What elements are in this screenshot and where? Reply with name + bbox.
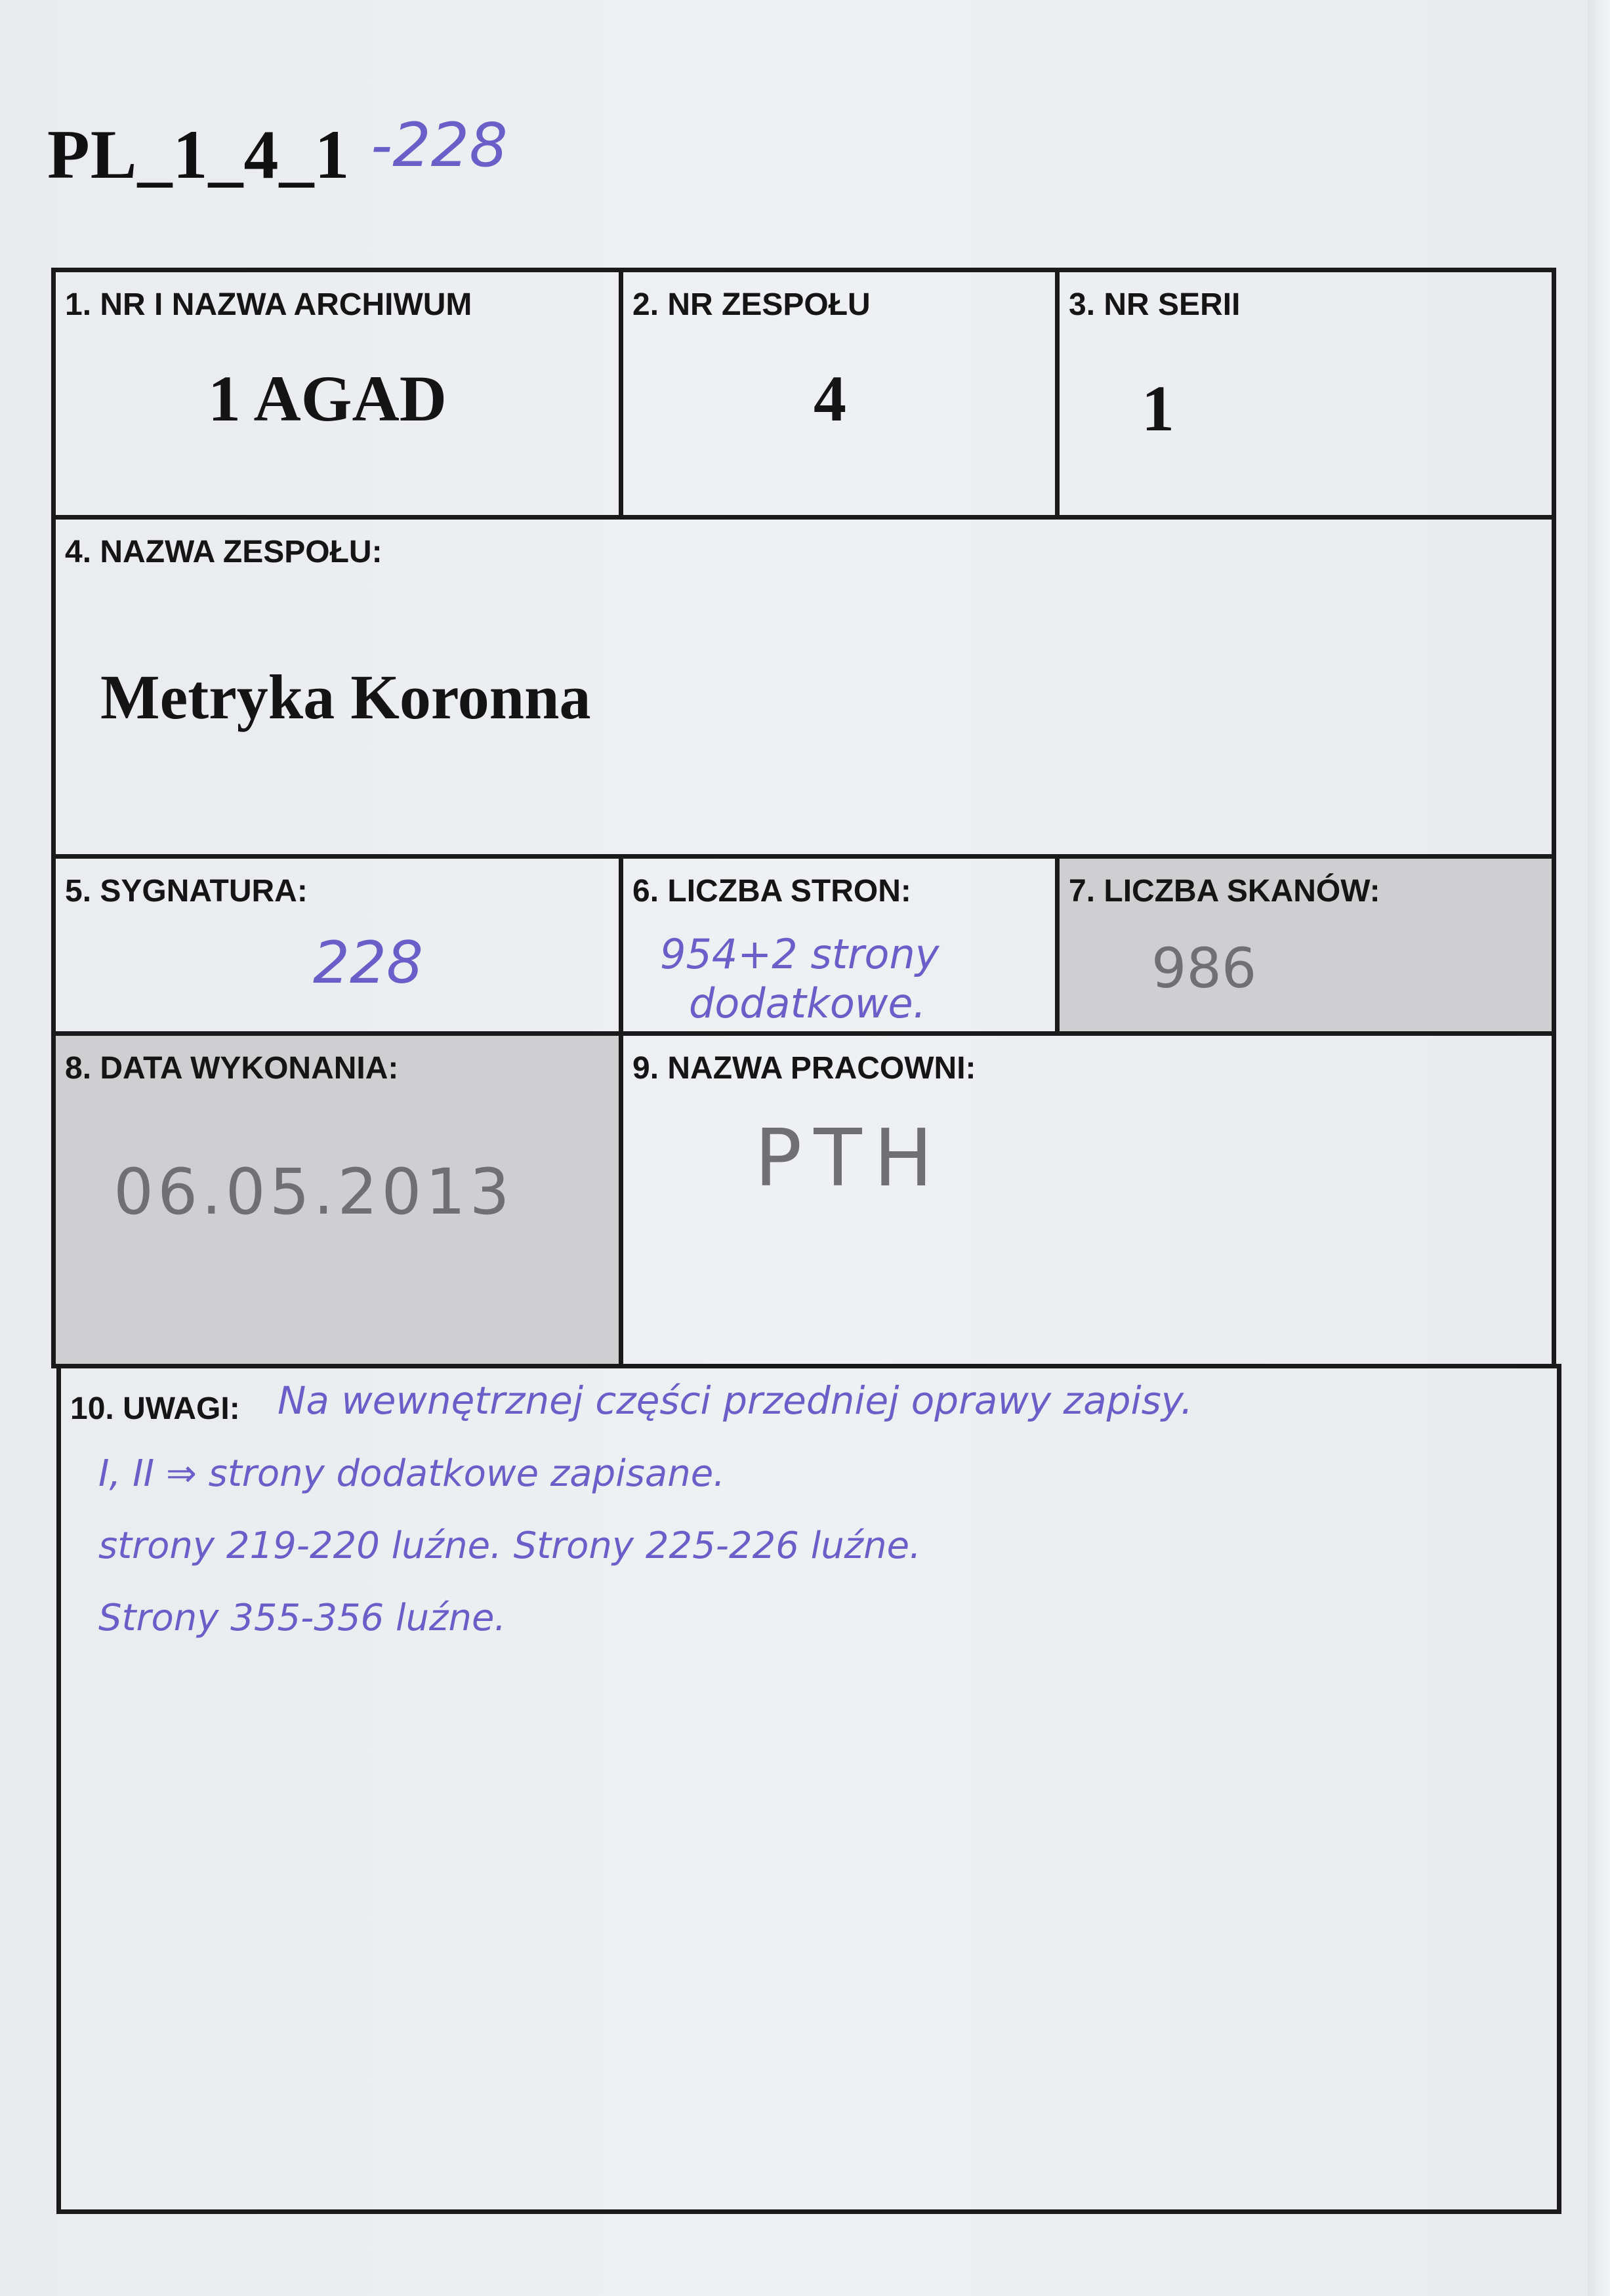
page-edge [1588, 0, 1610, 2296]
page-count-value-line1: 954+2 strony [660, 930, 939, 978]
fond-name-value: Metryka Koronna [100, 662, 591, 732]
scan-count-label: 7. LICZBA SKANÓW: [1069, 874, 1380, 909]
page-count-label: 6. LICZBA STRON: [632, 874, 911, 909]
archive-label: 1. NR I NAZWA ARCHIWUM [65, 287, 472, 322]
signature-label: 5. SYGNATURA: [65, 874, 308, 909]
document-id-handwritten: -228 [371, 110, 508, 180]
notes-text [98, 1438, 1476, 1654]
archive-value: 1 AGAD [208, 362, 447, 435]
studio-field [619, 1031, 1556, 1368]
fond-name-field [51, 515, 1556, 859]
notes-line-1: Na wewnętrznej części przedniej oprawy zapisy. [278, 1378, 1193, 1423]
series-number-value: 1 [1142, 372, 1174, 445]
document-id: PL_1_4_1 [47, 116, 350, 193]
notes-line-3: strony 219-220 luźne. Strony 225-226 luźne. [98, 1525, 921, 1567]
page-count-value-line2: dodatkowe. [689, 979, 926, 1027]
series-number-label: 3. NR SERII [1069, 287, 1241, 322]
signature-field [51, 854, 623, 1036]
series-number-field [1055, 268, 1556, 520]
fond-number-field [619, 268, 1060, 520]
signature-value: 228 [313, 929, 423, 996]
fond-number-value: 4 [814, 362, 846, 435]
page-count-field [619, 854, 1060, 1036]
studio-label: 9. NAZWA PRACOWNI: [632, 1051, 976, 1086]
notes-line-2: I, II ⇒ strony dodatkowe zapisane. [98, 1452, 725, 1495]
scan-count-field [1055, 854, 1556, 1036]
date-label: 8. DATA WYKONANIA: [65, 1051, 399, 1086]
date-field [51, 1031, 623, 1368]
date-value: 06.05.2013 [114, 1155, 514, 1229]
scan-count-value: 986 [1151, 936, 1257, 1000]
archive-field [51, 268, 623, 520]
studio-value: PTH [754, 1113, 945, 1204]
notes-line-4: Strony 355-356 luźne. [98, 1597, 506, 1639]
notes-label: 10. UWAGI: [70, 1391, 240, 1426]
fond-name-label: 4. NAZWA ZESPOŁU: [65, 535, 382, 569]
fond-number-label: 2. NR ZESPOŁU [632, 287, 871, 322]
